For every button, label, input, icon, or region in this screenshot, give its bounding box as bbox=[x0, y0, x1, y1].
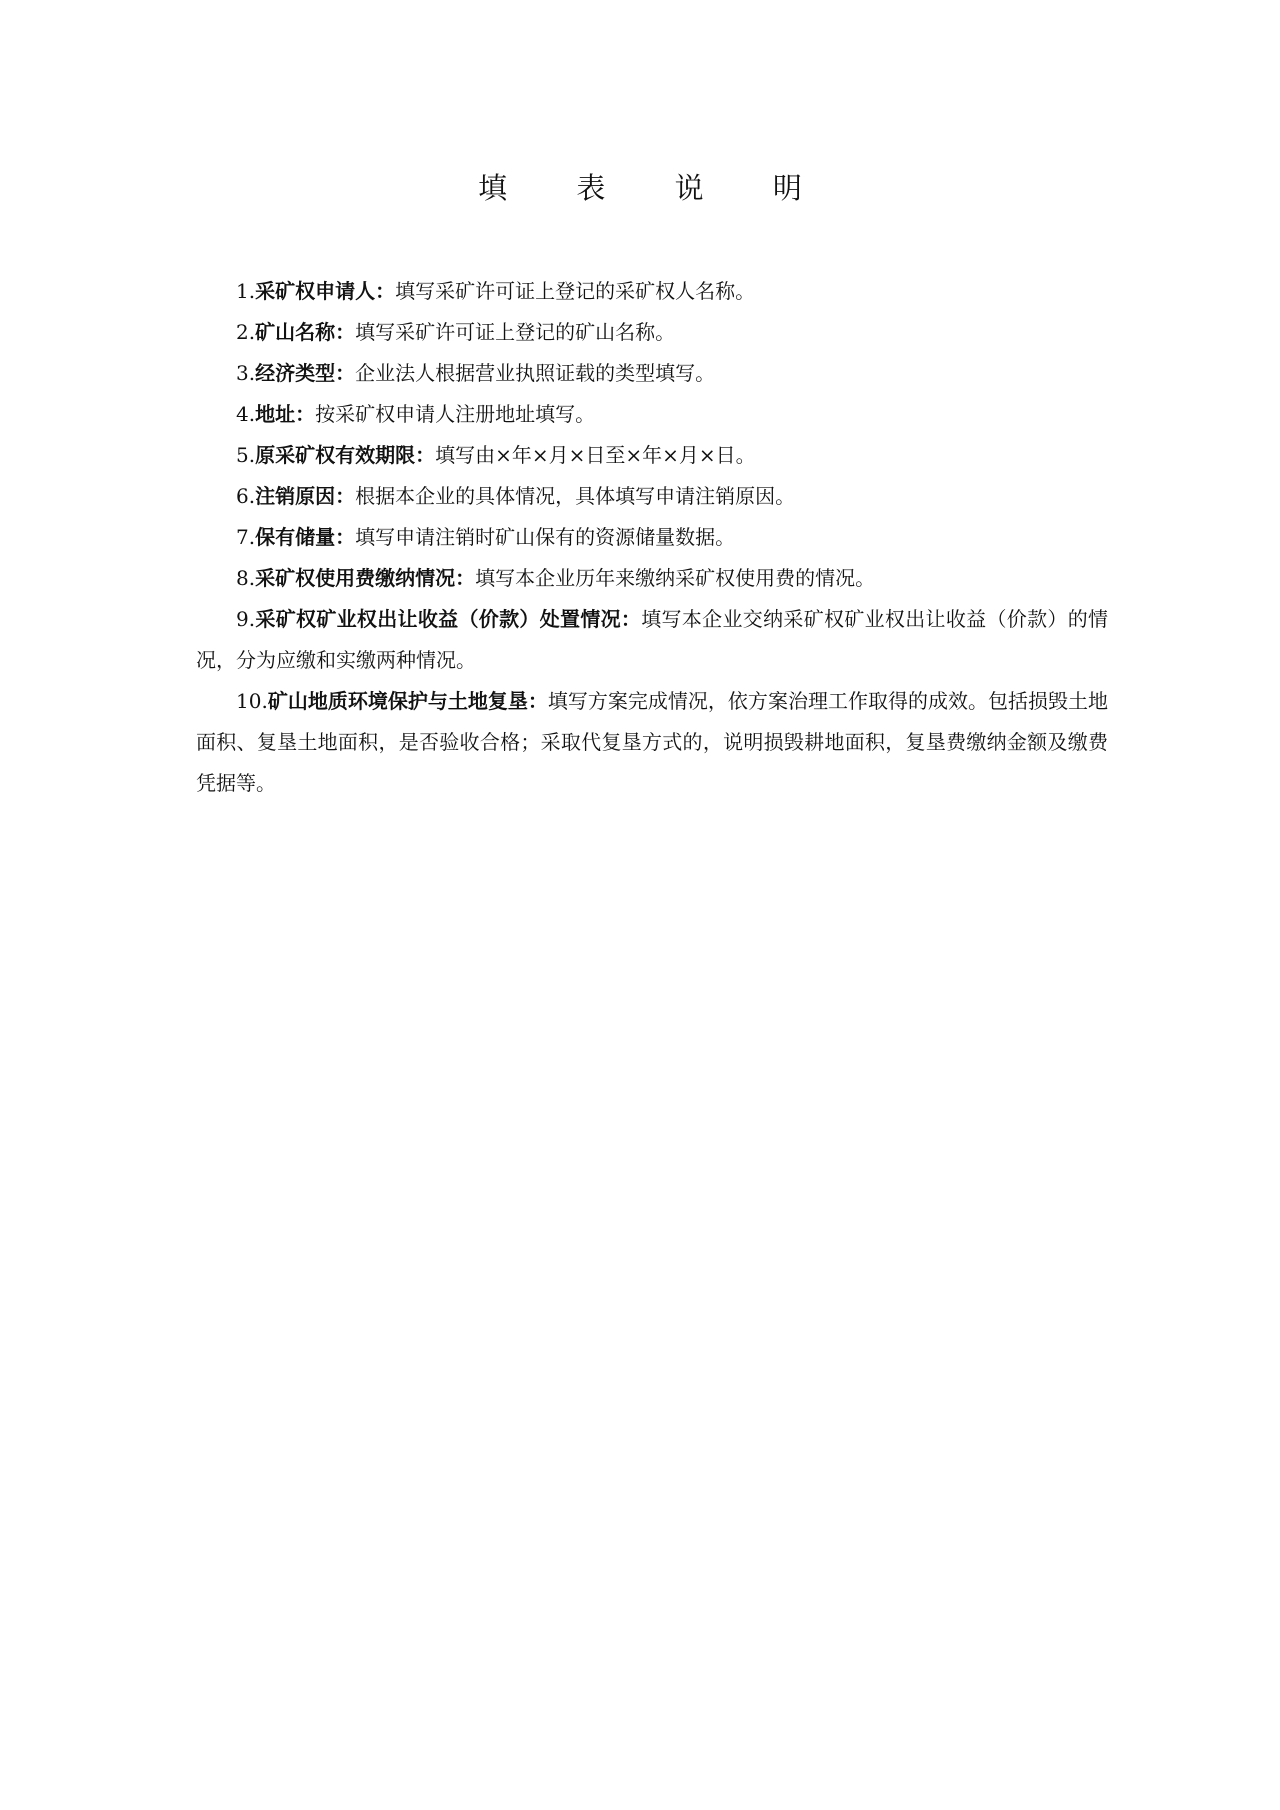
item-label: 地址： bbox=[255, 402, 316, 426]
instruction-item-9 bbox=[196, 599, 1108, 681]
item-label: 采矿权申请人： bbox=[255, 279, 396, 303]
instruction-item-1 bbox=[196, 271, 1108, 312]
item-label: 原采矿权有效期限： bbox=[255, 443, 436, 467]
instruction-item-7 bbox=[196, 517, 1108, 558]
item-text: 填写采矿许可证上登记的矿山名称。 bbox=[355, 320, 676, 344]
item-text: 按采矿权申请人注册地址填写。 bbox=[315, 402, 596, 426]
item-text: 根据本企业的具体情况，具体填写申请注销原因。 bbox=[355, 484, 796, 508]
instruction-item-6 bbox=[196, 476, 1108, 517]
item-text: 填写申请注销时矿山保有的资源储量数据。 bbox=[355, 525, 736, 549]
instruction-item-4 bbox=[196, 394, 1108, 435]
item-number: 1. bbox=[236, 279, 256, 303]
item-number: 5. bbox=[236, 443, 256, 467]
item-text: 填写由×年×月×日至×年×月×日。 bbox=[435, 443, 756, 467]
instruction-item-2 bbox=[196, 312, 1108, 353]
item-text: 填写方案完成情况，依方案治理工作取得的成效。包括损毁土地面积、复垦土地面积，是否验收合格；采取代复垦方式的，说明损毁耕地面积，复垦费缴纳金额及缴费凭据等。 bbox=[196, 689, 1109, 795]
page-title: 填 表 说 明 bbox=[478, 171, 832, 205]
item-label: 采矿权使用费缴纳情况： bbox=[255, 566, 476, 590]
item-number: 4. bbox=[236, 402, 256, 426]
item-number: 8. bbox=[236, 566, 256, 590]
item-text: 企业法人根据营业执照证载的类型填写。 bbox=[355, 361, 716, 385]
instruction-item-5 bbox=[196, 435, 1108, 476]
item-text: 填写采矿许可证上登记的采矿权人名称。 bbox=[395, 279, 756, 303]
item-number: 7. bbox=[236, 525, 256, 549]
item-number: 6. bbox=[236, 484, 256, 508]
item-text: 填写本企业历年来缴纳采矿权使用费的情况。 bbox=[475, 566, 876, 590]
item-label: 保有储量： bbox=[255, 525, 356, 549]
item-label: 经济类型： bbox=[255, 361, 356, 385]
instruction-item-8 bbox=[196, 558, 1108, 599]
item-label: 矿山名称： bbox=[255, 320, 356, 344]
item-number: 10. bbox=[236, 689, 268, 713]
item-label: 采矿权矿业权出让收益（价款）处置情况： bbox=[255, 607, 642, 631]
item-label: 注销原因： bbox=[255, 484, 356, 508]
instruction-list bbox=[196, 271, 1108, 804]
item-label: 矿山地质环境保护与土地复垦： bbox=[267, 689, 548, 713]
item-number: 3. bbox=[236, 361, 256, 385]
item-number: 2. bbox=[236, 320, 256, 344]
item-text: 填写本企业交纳采矿权矿业权出让收益（价款）的情况，分为应缴和实缴两种情况。 bbox=[196, 607, 1109, 672]
instruction-item-3 bbox=[196, 353, 1108, 394]
instruction-item-10 bbox=[196, 681, 1108, 804]
item-number: 9. bbox=[236, 607, 256, 631]
